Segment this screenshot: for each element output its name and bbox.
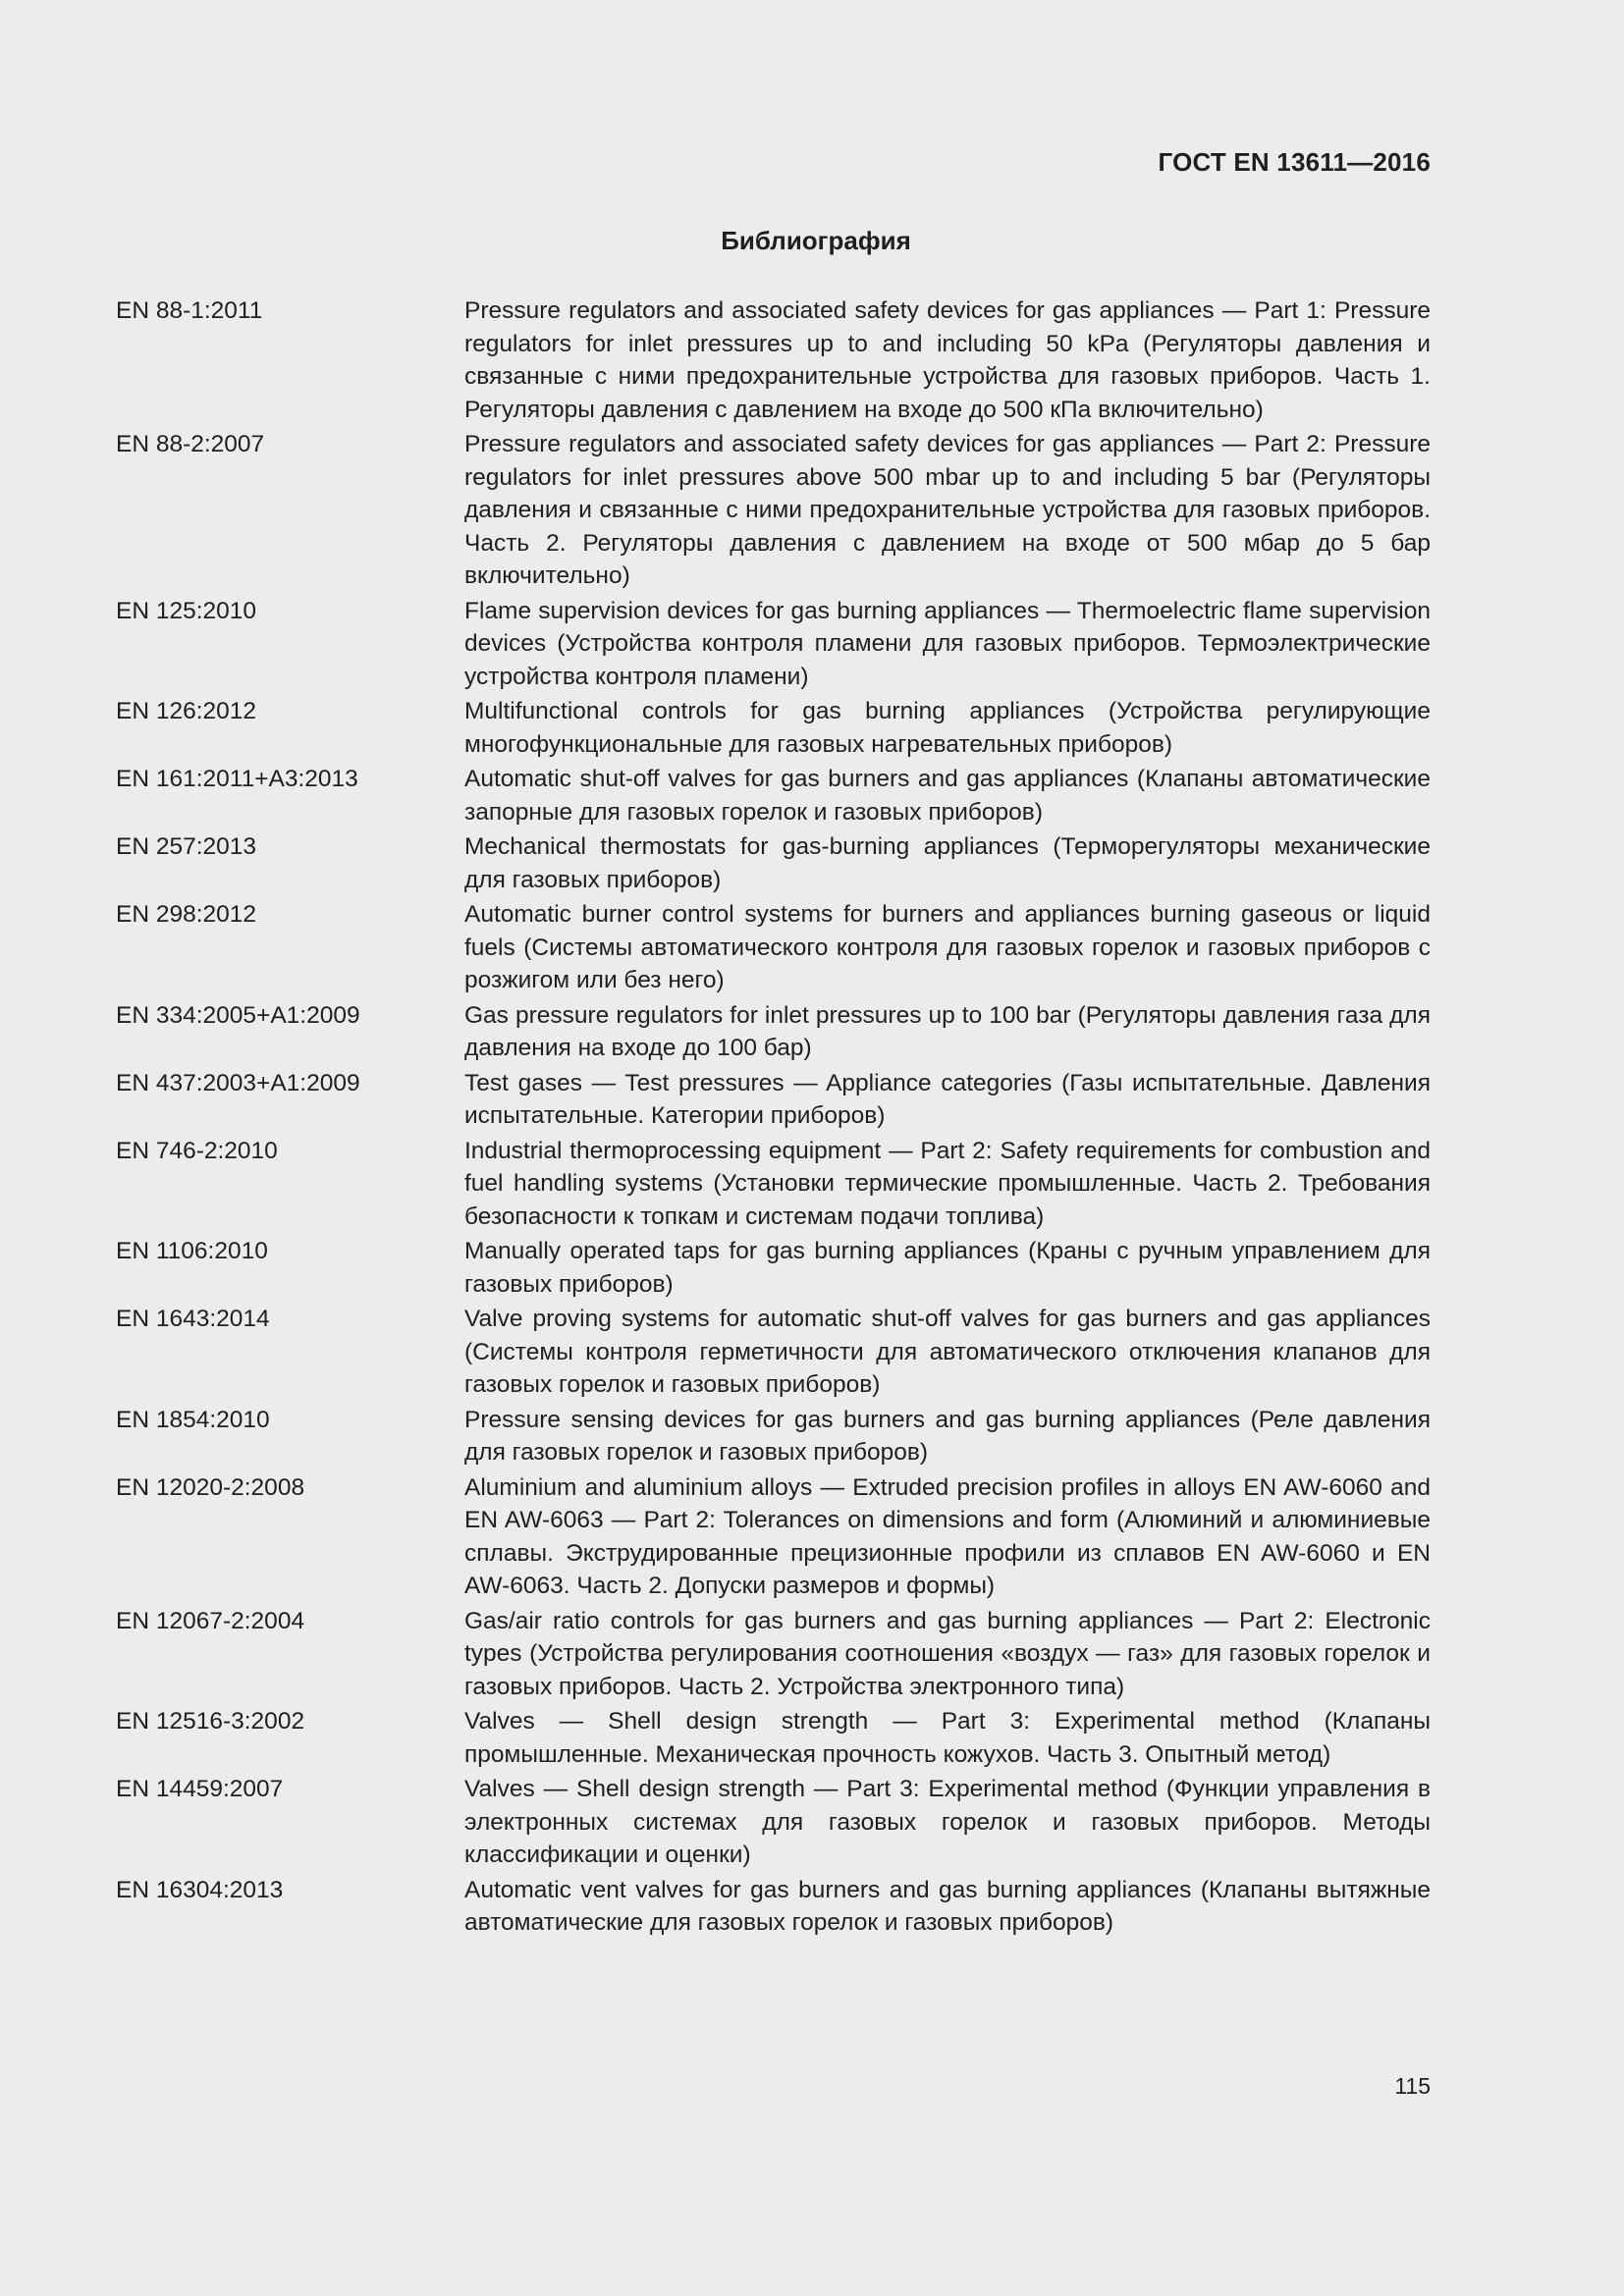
bibliography-list [116, 294, 1431, 1942]
bibliography-item [116, 1135, 1431, 1234]
bibliography-item [116, 595, 1431, 694]
reference-code: EN 12516-3:2002 [116, 1708, 305, 1735]
bibliography-item [116, 898, 1431, 997]
bibliography-item [116, 1067, 1431, 1133]
bibliography-item [116, 763, 1431, 828]
reference-text: Pressure regulators and associated safety devices for gas appliances — Part 2: Pressure regulators for inlet pressures above 500 mbar up to and including 5 bar (Регуляторы давления и связанные с ними предохранительные устройства для газовых приборов. Часть 2. Регуляторы давления с давлением на входе от 500 мбар до 5 бар включительно) [464, 431, 1431, 589]
reference-code: EN 126:2012 [116, 698, 257, 724]
document-code: ГОСТ EN 13611—2016 [1158, 147, 1431, 177]
bibliography-item [116, 1605, 1431, 1704]
bibliography-item [116, 294, 1431, 426]
bibliography-item [116, 1471, 1431, 1603]
bibliography-item [116, 695, 1431, 761]
reference-text: Aluminium and aluminium alloys — Extruded precision profiles in alloys EN AW-6060 and EN AW-6063 — Part 2: Tolerances on dimensions and form (Алюминий и алюминиевые сплавы. Экструдированные прецизионные профили из сплавов EN AW-6060 и EN AW-6063. Часть 2. Допуски размеров и формы) [464, 1473, 1431, 1599]
reference-code: EN 88-1:2011 [116, 297, 263, 324]
bibliography-item [116, 999, 1431, 1065]
reference-text: Gas/air ratio controls for gas burners and gas burning appliances — Part 2: Electronic types (Устройства регулирования соотношения «воздух — газ» для газовых горелок и газовых приборов. Часть 2. Устройства электронного типа) [464, 1607, 1431, 1700]
reference-text: Valves — Shell design strength — Part 3: Experimental method (Клапаны промышленные. Механическая прочность кожухов. Часть 3. Опытный метод) [464, 1708, 1431, 1768]
bibliography-item [116, 1773, 1431, 1872]
reference-code: EN 257:2013 [116, 833, 257, 860]
reference-code: EN 1106:2010 [116, 1238, 268, 1264]
reference-code: EN 334:2005+A1:2009 [116, 1001, 360, 1029]
reference-code: EN 14459:2007 [116, 1776, 284, 1802]
reference-text: Automatic shut-off valves for gas burners and gas appliances (Клапаны автоматические запорные для газовых горелок и газовых приборов) [464, 766, 1431, 826]
bibliography-item [116, 830, 1431, 896]
reference-text: Pressure regulators and associated safety devices for gas appliances — Part 1: Pressure regulators for inlet pressures up to and including 50 kPa (Регуляторы давления и связанные с ними предохранительные устройства для газовых приборов. Часть 1. Регуляторы давления с давлением на входе до 500 кПа включительно) [464, 297, 1431, 423]
reference-text: Pressure sensing devices for gas burners and gas burning appliances (Реле давления для газовых горелок и газовых приборов) [464, 1406, 1431, 1466]
bibliography-item [116, 1404, 1431, 1469]
page-title: Библиография [721, 226, 911, 255]
reference-code: EN 298:2012 [116, 901, 257, 928]
reference-code: EN 12067-2:2004 [116, 1607, 305, 1634]
bibliography-item [116, 1235, 1431, 1301]
reference-text: Automatic burner control systems for burners and appliances burning gaseous or liquid fuels (Системы автоматического контроля для газовых горелок и газовых приборов с розжигом или без него) [464, 901, 1431, 993]
reference-code: EN 88-2:2007 [116, 431, 265, 457]
reference-text: Manually operated taps for gas burning appliances (Краны с ручным управлением для газовых приборов) [464, 1238, 1431, 1298]
bibliography-item [116, 1874, 1431, 1940]
reference-text: Automatic vent valves for gas burners and gas burning appliances (Клапаны вытяжные автоматические для газовых горелок и газовых приборов) [464, 1876, 1431, 1936]
bibliography-item [116, 1705, 1431, 1771]
reference-code: EN 437:2003+A1:2009 [116, 1069, 360, 1096]
page-number: 115 [1394, 2073, 1431, 2099]
reference-code: EN 125:2010 [116, 597, 257, 624]
reference-code: EN 12020-2:2008 [116, 1473, 305, 1501]
reference-text: Valves — Shell design strength — Part 3: Experimental method (Функции управления в электронных системах для газовых горелок и газовых приборов. Методы классификации и оценки) [464, 1776, 1431, 1868]
reference-text: Valve proving systems for automatic shut-off valves for gas burners and gas appliances (Системы контроля герметичности для автоматического отключения клапанов для газовых горелок и газовых приборов) [464, 1306, 1431, 1398]
reference-code: EN 1854:2010 [116, 1406, 270, 1433]
reference-code: EN 1643:2014 [116, 1306, 270, 1332]
reference-text: Industrial thermoprocessing equipment — Part 2: Safety requirements for combustion and fuel handling systems (Установки термические промышленные. Часть 2. Требования безопасности к топкам и системам подачи топлива) [464, 1137, 1431, 1230]
reference-text: Multifunctional controls for gas burning appliances (Устройства регулирующие многофункциональные для газовых нагревательных приборов) [464, 698, 1431, 758]
bibliography-item [116, 428, 1431, 593]
reference-code: EN 161:2011+A3:2013 [116, 766, 358, 792]
reference-code: EN 16304:2013 [116, 1876, 284, 1903]
reference-text: Flame supervision devices for gas burning appliances — Thermoelectric flame supervision devices (Устройства контроля пламени для газовых приборов. Термоэлектрические устройства контроля пламени) [464, 597, 1431, 690]
bibliography-item [116, 1303, 1431, 1402]
reference-text: Test gases — Test pressures — Appliance categories (Газы испытательные. Давления испытательные. Категории приборов) [464, 1069, 1431, 1129]
reference-code: EN 746-2:2010 [116, 1137, 278, 1164]
reference-text: Mechanical thermostats for gas-burning appliances (Терморегуляторы механические для газовых приборов) [464, 833, 1431, 893]
reference-text: Gas pressure regulators for inlet pressures up to 100 bar (Регуляторы давления газа для давления на входе до 100 бар) [464, 1001, 1431, 1061]
